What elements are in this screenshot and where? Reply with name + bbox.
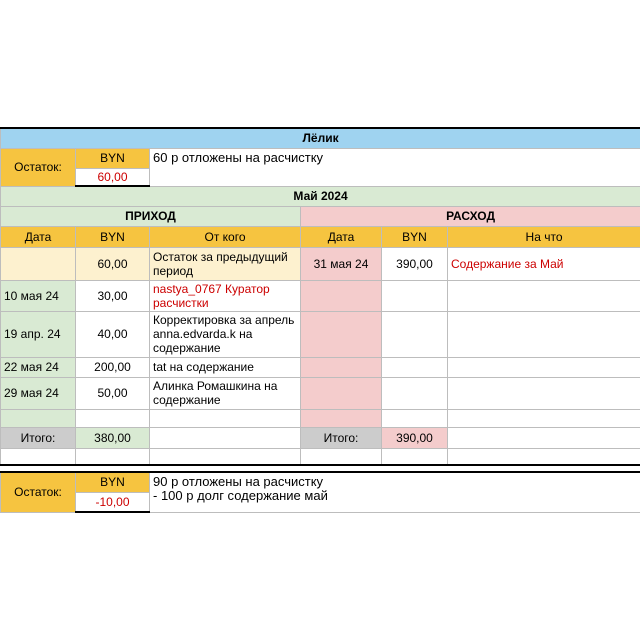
expense-header-date[interactable]: Дата [301,226,382,247]
income-title[interactable]: ПРИХОД [1,206,301,226]
income-from-cell[interactable]: tat на содержание [150,357,301,377]
final-balance-label[interactable]: Остаток: [1,472,76,512]
empty-cell[interactable] [448,448,640,465]
income-from-cell[interactable]: nastya_0767 Куратор расчистки [150,280,301,311]
empty-cell[interactable] [150,448,301,465]
income-date-cell[interactable]: 10 мая 24 [1,280,76,311]
income-amount-cell[interactable]: 30,00 [76,280,150,311]
final-balance-note-line1: 90 р отложены на расчистку [153,474,324,489]
expense-what-cell[interactable] [448,311,640,357]
section-spacer [1,465,640,472]
income-header-byn[interactable]: BYN [76,226,150,247]
spreadsheet [0,127,640,513]
balance-currency[interactable]: BYN [76,148,150,168]
expense-what-cell[interactable] [448,280,640,311]
final-balance-note-line2: - 100 р долг содержание май [153,488,328,503]
income-amount-cell[interactable]: 200,00 [76,357,150,377]
income-date-cell[interactable]: 19 апр. 24 [1,311,76,357]
income-header-date[interactable]: Дата [1,226,76,247]
income-total-label[interactable]: Итого: [1,427,76,448]
income-date-cell[interactable] [1,247,76,280]
income-total-empty-cell[interactable] [150,427,301,448]
income-header-from[interactable]: От кого [150,226,301,247]
expense-total-value[interactable]: 390,00 [382,427,448,448]
income-from-cell[interactable]: Остаток за предыдущий период [150,247,301,280]
empty-cell[interactable] [382,448,448,465]
empty-cell[interactable] [76,448,150,465]
balance-label[interactable]: Остаток: [1,148,76,186]
expense-header-byn[interactable]: BYN [382,226,448,247]
expense-date-cell[interactable]: 31 мая 24 [301,247,382,280]
expense-title[interactable]: РАСХОД [301,206,640,226]
income-date-cell[interactable]: 22 мая 24 [1,357,76,377]
expense-what-cell[interactable] [448,357,640,377]
income-from-cell[interactable]: Корректировка за апрель anna.edvarda.k на содержание [150,311,301,357]
expense-total-empty-cell[interactable] [448,427,640,448]
income-from-cell[interactable]: Алинка Ромашкина на содержание [150,377,301,409]
income-amount-cell[interactable]: 60,00 [76,247,150,280]
expense-date-cell[interactable] [301,280,382,311]
final-balance-currency[interactable]: BYN [76,472,150,492]
final-balance-value[interactable]: -10,00 [76,492,150,512]
expense-amount-cell[interactable] [382,280,448,311]
expense-what-cell[interactable] [448,377,640,409]
expense-amount-cell[interactable] [382,377,448,409]
expense-amount-cell[interactable]: 390,00 [382,247,448,280]
expense-date-cell[interactable] [301,311,382,357]
expense-total-label[interactable]: Итого: [301,427,382,448]
budget-table [0,127,640,513]
income-amount-cell[interactable]: 50,00 [76,377,150,409]
balance-value[interactable]: 60,00 [76,168,150,186]
income-from-cell[interactable] [150,409,301,427]
income-date-cell[interactable]: 29 мая 24 [1,377,76,409]
income-date-cell[interactable] [1,409,76,427]
pet-name-title[interactable]: Лёлик [1,128,640,148]
expense-amount-cell[interactable] [382,409,448,427]
empty-cell[interactable] [301,448,382,465]
expense-what-cell[interactable]: Содержание за Май [448,247,640,280]
expense-amount-cell[interactable] [382,357,448,377]
income-amount-cell[interactable]: 40,00 [76,311,150,357]
expense-header-what[interactable]: На что [448,226,640,247]
empty-cell[interactable] [1,448,76,465]
expense-date-cell[interactable] [301,357,382,377]
income-total-value[interactable]: 380,00 [76,427,150,448]
expense-what-cell[interactable] [448,409,640,427]
expense-amount-cell[interactable] [382,311,448,357]
balance-note[interactable]: 60 р отложены на расчистку [150,148,640,186]
month-title[interactable]: Май 2024 [1,186,640,206]
expense-date-cell[interactable] [301,409,382,427]
expense-date-cell[interactable] [301,377,382,409]
final-balance-note[interactable] [150,472,640,512]
income-amount-cell[interactable] [76,409,150,427]
